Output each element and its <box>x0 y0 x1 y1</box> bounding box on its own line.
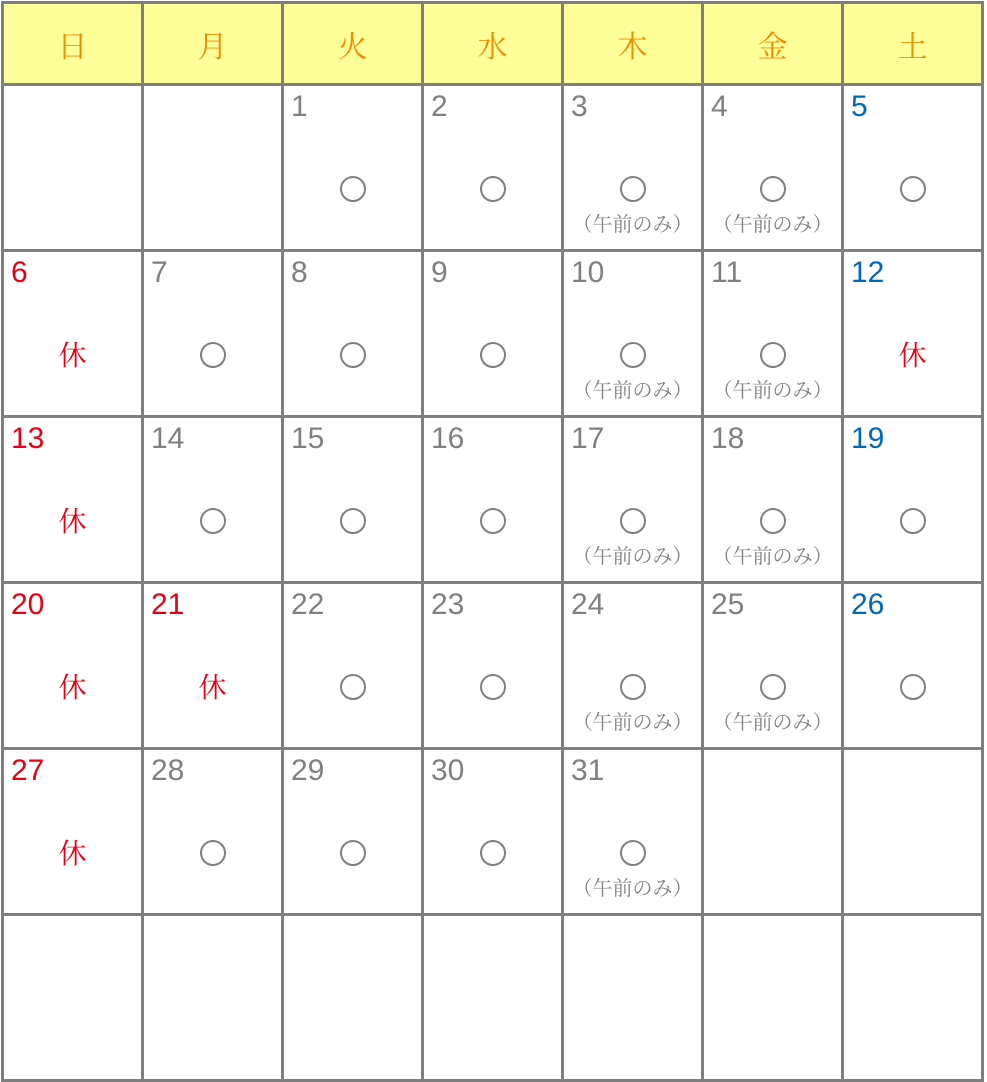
calendar-day-cell <box>283 749 423 915</box>
day-cell-content <box>704 916 841 1079</box>
calendar-empty-cell <box>423 915 563 1081</box>
day-number: 25 <box>711 588 745 621</box>
calendar-day-cell <box>423 749 563 915</box>
open-label <box>144 508 281 539</box>
weekday-header-fri: 金 <box>703 3 843 85</box>
day-number: 29 <box>291 754 325 787</box>
day-cell-content <box>844 418 981 581</box>
calendar-day-cell <box>563 251 703 417</box>
day-number: 4 <box>711 90 728 123</box>
calendar-day-cell <box>423 583 563 749</box>
open-circle-icon <box>760 342 786 368</box>
calendar-empty-cell <box>703 749 843 915</box>
day-cell-content <box>4 252 141 415</box>
day-cell-content <box>144 750 281 913</box>
open-label <box>704 176 841 207</box>
open-label <box>844 508 981 539</box>
open-circle-icon <box>480 342 506 368</box>
open-circle-icon <box>900 508 926 534</box>
day-number: 11 <box>711 256 743 289</box>
day-cell-content <box>284 252 421 415</box>
calendar-day-cell <box>3 583 143 749</box>
day-number: 27 <box>11 754 45 787</box>
day-number: 17 <box>571 422 605 455</box>
calendar-day-cell <box>283 85 423 251</box>
morning-only-note: （午前のみ） <box>712 710 833 734</box>
open-circle-icon <box>900 176 926 202</box>
day-number: 14 <box>151 422 185 455</box>
day-number: 7 <box>151 256 168 289</box>
calendar-day-cell <box>423 251 563 417</box>
day-cell-content <box>564 584 701 747</box>
open-circle-icon <box>480 508 506 534</box>
open-circle-icon <box>900 674 926 700</box>
day-cell-content <box>424 584 561 747</box>
weekday-header-sun: 日 <box>3 3 143 85</box>
open-label <box>284 840 421 871</box>
open-label <box>284 674 421 705</box>
day-cell-content <box>4 584 141 747</box>
day-cell-content <box>704 584 841 747</box>
open-circle-icon <box>620 840 646 866</box>
closed-label: 休 <box>898 339 927 372</box>
day-cell-content <box>284 86 421 249</box>
day-cell-content <box>284 584 421 747</box>
calendar-week-row <box>3 417 983 583</box>
calendar-day-cell <box>703 417 843 583</box>
open-label <box>844 176 981 207</box>
open-circle-icon <box>200 342 226 368</box>
open-label <box>704 342 841 373</box>
day-cell-content <box>144 584 281 747</box>
day-number: 18 <box>711 422 745 455</box>
closed-label: 休 <box>58 505 87 538</box>
day-number: 1 <box>291 90 308 123</box>
calendar-empty-cell <box>3 915 143 1081</box>
closed-label: 休 <box>58 837 87 870</box>
morning-only-note: （午前のみ） <box>572 212 693 236</box>
day-cell-content <box>284 916 421 1079</box>
calendar-day-cell <box>143 749 283 915</box>
open-label <box>284 342 421 373</box>
open-circle-icon <box>760 508 786 534</box>
open-circle-icon <box>760 674 786 700</box>
weekday-header-row <box>3 3 983 85</box>
day-cell-content <box>564 86 701 249</box>
day-number: 2 <box>431 90 448 123</box>
day-cell-content <box>704 252 841 415</box>
calendar-day-cell <box>563 583 703 749</box>
morning-only-note: （午前のみ） <box>572 710 693 734</box>
open-label <box>704 508 841 539</box>
day-cell-content <box>4 750 141 913</box>
calendar-day-cell <box>3 749 143 915</box>
calendar-day-cell <box>843 417 983 583</box>
calendar-empty-cell <box>3 85 143 251</box>
day-cell-content <box>564 418 701 581</box>
open-label <box>704 674 841 705</box>
weekday-header-mon: 月 <box>143 3 283 85</box>
calendar-day-cell <box>563 749 703 915</box>
calendar-empty-cell <box>143 85 283 251</box>
calendar-empty-cell <box>563 915 703 1081</box>
open-label <box>844 674 981 705</box>
morning-only-note: （午前のみ） <box>712 378 833 402</box>
day-cell-content <box>564 252 701 415</box>
calendar-day-cell <box>703 85 843 251</box>
open-label <box>284 508 421 539</box>
weekday-header-tue: 火 <box>283 3 423 85</box>
closed-label: 休 <box>58 339 87 372</box>
calendar-body <box>3 85 983 1081</box>
day-number: 9 <box>431 256 448 289</box>
calendar-empty-cell <box>703 915 843 1081</box>
day-cell-content <box>284 750 421 913</box>
day-number: 24 <box>571 588 605 621</box>
calendar-day-cell <box>423 417 563 583</box>
open-circle-icon <box>340 342 366 368</box>
calendar-empty-cell <box>843 749 983 915</box>
open-circle-icon <box>480 840 506 866</box>
calendar-day-cell <box>563 85 703 251</box>
open-label <box>564 840 701 871</box>
open-label <box>564 342 701 373</box>
open-label <box>564 508 701 539</box>
day-cell-content <box>564 750 701 913</box>
day-cell-content <box>284 418 421 581</box>
day-cell-content <box>424 750 561 913</box>
calendar-week-row <box>3 85 983 251</box>
morning-only-note: （午前のみ） <box>572 544 693 568</box>
open-circle-icon <box>480 176 506 202</box>
open-circle-icon <box>340 674 366 700</box>
day-number: 3 <box>571 90 588 123</box>
morning-only-note: （午前のみ） <box>712 212 833 236</box>
open-label <box>424 342 561 373</box>
day-cell-content <box>704 86 841 249</box>
weekday-header-wed: 水 <box>423 3 563 85</box>
weekday-header-sat: 土 <box>843 3 983 85</box>
calendar-day-cell <box>843 85 983 251</box>
open-label <box>424 840 561 871</box>
open-label <box>564 176 701 207</box>
day-cell-content <box>844 252 981 415</box>
day-number: 28 <box>151 754 185 787</box>
calendar-day-cell <box>283 583 423 749</box>
day-cell-content <box>4 418 141 581</box>
calendar-week-row <box>3 915 983 1081</box>
day-cell-content <box>844 86 981 249</box>
morning-only-note: （午前のみ） <box>572 876 693 900</box>
calendar-table <box>1 1 984 1082</box>
day-number: 13 <box>11 422 45 455</box>
calendar-week-row <box>3 251 983 417</box>
calendar-week-row <box>3 749 983 915</box>
day-number: 26 <box>851 588 885 621</box>
open-circle-icon <box>620 508 646 534</box>
open-circle-icon <box>620 674 646 700</box>
open-circle-icon <box>480 674 506 700</box>
open-label <box>424 176 561 207</box>
day-cell-content <box>844 584 981 747</box>
calendar-day-cell <box>703 583 843 749</box>
morning-only-note: （午前のみ） <box>572 378 693 402</box>
day-cell-content <box>424 916 561 1079</box>
day-cell-content <box>4 916 141 1079</box>
open-circle-icon <box>620 342 646 368</box>
open-circle-icon <box>760 176 786 202</box>
day-number: 31 <box>571 754 605 787</box>
day-cell-content <box>704 750 841 913</box>
day-cell-content <box>144 86 281 249</box>
day-cell-content <box>4 86 141 249</box>
day-number: 30 <box>431 754 465 787</box>
open-label <box>284 176 421 207</box>
closed-label: 休 <box>58 671 87 704</box>
day-cell-content <box>844 750 981 913</box>
day-number: 19 <box>851 422 885 455</box>
calendar-day-cell <box>283 417 423 583</box>
open-label <box>144 840 281 871</box>
day-cell-content <box>424 252 561 415</box>
open-circle-icon <box>200 840 226 866</box>
day-cell-content <box>844 916 981 1079</box>
day-cell-content <box>144 916 281 1079</box>
day-cell-content <box>564 916 701 1079</box>
day-number: 21 <box>151 588 185 621</box>
weekday-header-thu: 木 <box>563 3 703 85</box>
open-circle-icon <box>340 840 366 866</box>
day-number: 16 <box>431 422 465 455</box>
calendar-empty-cell <box>143 915 283 1081</box>
day-number: 22 <box>291 588 325 621</box>
day-cell-content <box>424 418 561 581</box>
calendar-empty-cell <box>283 915 423 1081</box>
calendar-day-cell <box>843 583 983 749</box>
calendar-day-cell <box>143 417 283 583</box>
day-number: 5 <box>851 90 868 123</box>
day-number: 20 <box>11 588 45 621</box>
calendar-day-cell <box>703 251 843 417</box>
calendar-day-cell <box>3 251 143 417</box>
calendar-day-cell <box>563 417 703 583</box>
open-circle-icon <box>340 508 366 534</box>
morning-only-note: （午前のみ） <box>712 544 833 568</box>
calendar-day-cell <box>283 251 423 417</box>
calendar-day-cell <box>143 583 283 749</box>
day-number: 12 <box>851 256 885 289</box>
day-cell-content <box>704 418 841 581</box>
open-circle-icon <box>620 176 646 202</box>
open-label <box>144 342 281 373</box>
day-number: 6 <box>11 256 28 289</box>
day-cell-content <box>144 252 281 415</box>
open-circle-icon <box>340 176 366 202</box>
day-cell-content <box>424 86 561 249</box>
calendar-day-cell <box>843 251 983 417</box>
calendar-empty-cell <box>843 915 983 1081</box>
day-number: 10 <box>571 256 605 289</box>
open-label <box>564 674 701 705</box>
day-number: 8 <box>291 256 308 289</box>
open-label <box>424 674 561 705</box>
open-label <box>424 508 561 539</box>
open-circle-icon <box>200 508 226 534</box>
day-number: 23 <box>431 588 465 621</box>
day-cell-content <box>144 418 281 581</box>
calendar-day-cell <box>143 251 283 417</box>
calendar-day-cell <box>3 417 143 583</box>
calendar-day-cell <box>423 85 563 251</box>
calendar-week-row <box>3 583 983 749</box>
closed-label: 休 <box>198 671 227 704</box>
day-number: 15 <box>291 422 325 455</box>
